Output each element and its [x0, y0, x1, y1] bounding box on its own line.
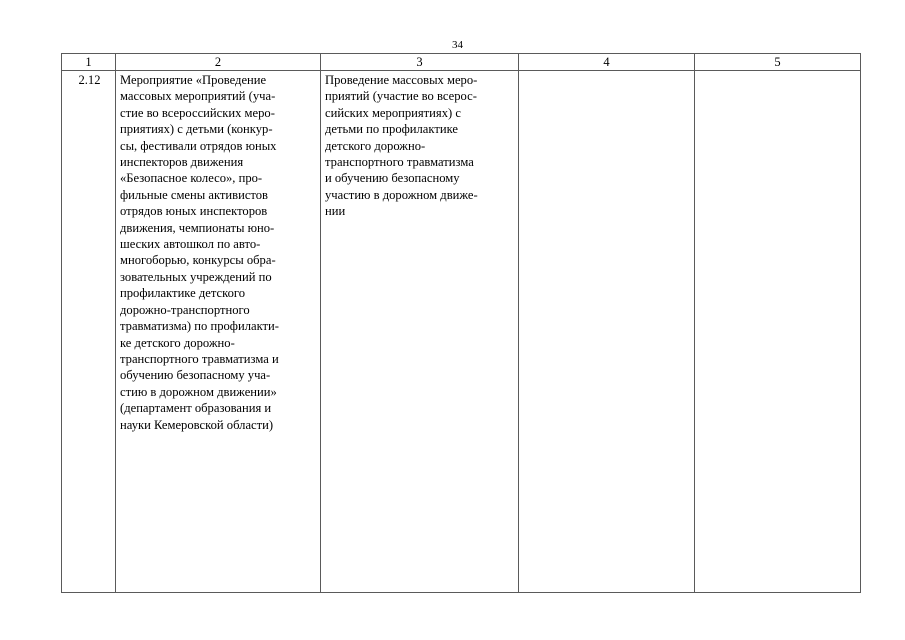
event-description-line: науки Кемеровской области)	[120, 417, 274, 432]
event-description-line: отрядов юных инспекторов	[120, 204, 268, 219]
event-description-line: профилактике детского	[120, 286, 246, 301]
column-4-cell	[519, 71, 695, 593]
document-table	[61, 53, 861, 593]
event-description-line: (департамент образования и	[120, 401, 272, 416]
event-description-line: шеских автошкол по авто-	[120, 237, 261, 252]
activity-description-line: приятий (участие во всерос-	[325, 89, 477, 104]
page-number: 34	[452, 39, 463, 51]
activity-description-line: сийских мероприятиях) с	[325, 105, 461, 120]
event-description-line: стие во всероссийских меро-	[120, 105, 275, 120]
activity-description-line: детьми по профилактике	[325, 122, 458, 137]
event-description-line: приятиях) с детьми (конкур-	[120, 122, 273, 137]
activity-description-line: детского дорожно-	[325, 138, 426, 153]
table-header-row	[62, 54, 861, 71]
event-description-line: зовательных учреждений по	[120, 269, 272, 284]
column-header-3: 3	[321, 54, 519, 71]
event-description-line: ке детского дорожно-	[120, 335, 235, 350]
event-description-line: движения, чемпионаты юно-	[120, 220, 275, 235]
activity-description-line: Проведение массовых меро-	[325, 73, 478, 87]
event-description-line: массовых мероприятий (уча-	[120, 89, 276, 104]
event-description-line: «Безопасное колесо», про-	[120, 171, 263, 186]
event-description-line: транспортного травматизма и	[120, 351, 279, 366]
column-header-1: 1	[62, 54, 116, 71]
column-header-5: 5	[695, 54, 861, 71]
event-description-line: травматизма) по профилакти-	[120, 319, 279, 334]
event-description-line: дорожно-транспортного	[120, 302, 250, 317]
event-description-line: сы, фестивали отрядов юных	[120, 138, 277, 153]
event-description-line: стию в дорожном движении»	[120, 384, 277, 399]
table-row	[62, 71, 861, 593]
event-description-line: многоборью, конкурсы обра-	[120, 253, 276, 268]
activity-description-line: участию в дорожном движе-	[325, 187, 478, 202]
event-description-line: Мероприятие «Проведение	[120, 73, 267, 87]
column-5-cell	[695, 71, 861, 593]
activity-description-cell	[321, 71, 519, 593]
event-description-cell	[116, 71, 321, 593]
event-description-line: обучению безопасному уча-	[120, 368, 271, 383]
activity-description-line: нии	[325, 204, 346, 219]
column-header-4: 4	[519, 54, 695, 71]
event-description-line: инспекторов движения	[120, 155, 244, 170]
event-description-line: фильные смены активистов	[120, 187, 269, 202]
activity-description-line: транспортного травматизма	[325, 155, 474, 170]
column-header-2: 2	[116, 54, 321, 71]
row-number-cell: 2.12	[62, 71, 116, 593]
activity-description-line: и обучению безопасному	[325, 171, 460, 186]
